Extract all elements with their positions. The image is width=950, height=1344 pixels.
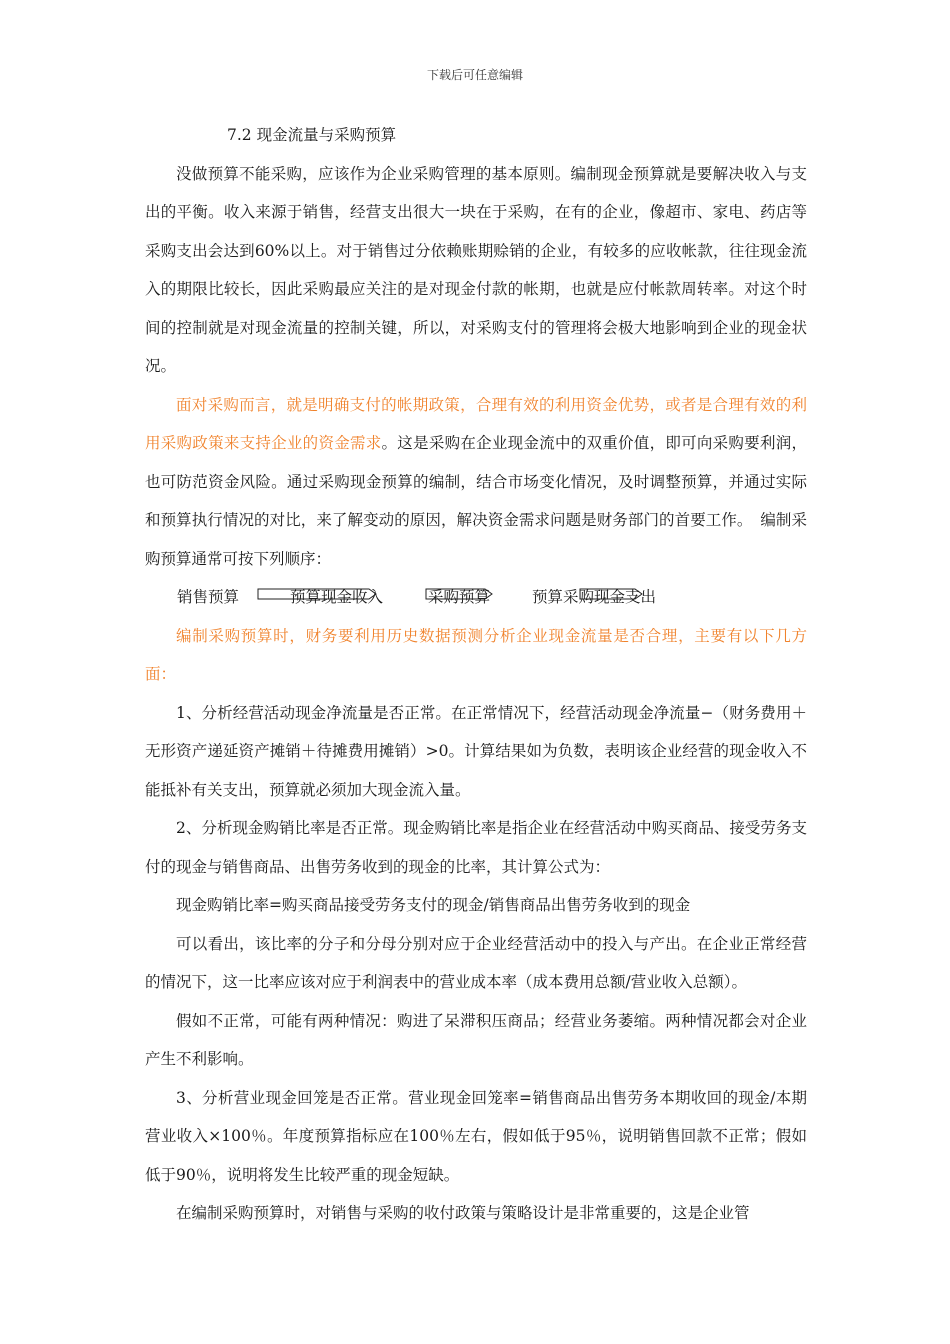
flow-step-purchase-budget: 采购预算 bbox=[428, 588, 491, 606]
paragraph-abnormal-cases: 假如不正常，可能有两种情况：购进了呆滞积压商品；经营业务萎缩。两种情况都会对企业产生不利影响。 bbox=[145, 1011, 807, 1068]
flow-arrow-1 bbox=[258, 589, 376, 599]
paragraph-analysis-intro: 编制采购预算时，财务要利用历史数据预测分析企业现金流量是否合理，主要有以下几方面： bbox=[145, 626, 807, 683]
flow-step-cash-income: 预算现金收入 bbox=[290, 588, 384, 606]
page-header: 下载后可任意编辑 bbox=[426, 68, 523, 82]
paragraph-ratio-meaning: 可以看出，该比率的分子和分母分别对应于企业经营活动中的投入与产出。在企业正常经营的情况下，这一比率应该对应于利润表中的营业成本率（成本费用总额/营业收入总额）。 bbox=[145, 934, 807, 991]
document-body bbox=[145, 116, 807, 1233]
highlight-funding-policy: 或者是合理有效的利用采购政策来支持企业的资金需求 bbox=[145, 395, 807, 452]
flow-arrow-2 bbox=[426, 589, 492, 599]
flow-arrow-3 bbox=[580, 589, 642, 599]
paragraph-policy-design: 在编制采购预算时，对销售与采购的收付政策与策略设计是非常重要的，这是企业管 bbox=[176, 1204, 750, 1222]
paragraph-operating-cash-flow: 1、分析经营活动现金净流量是否正常。在正常情况下，经营活动现金净流量−（财务费用＋无形资产递延资产摊销＋待摊费用摊销）>0。计算结果如为负数，表明该企业经营的现金收入不能抵补有关支出，预算就必须加大现金流入量。 bbox=[145, 703, 807, 799]
budget-flow-diagram bbox=[145, 578, 807, 617]
paragraph-purchase-payment bbox=[145, 386, 807, 579]
highlight-payment-policy: 面对采购而言，就是明确支付的帐期政策，合理有效的利用资金优势， bbox=[176, 395, 666, 414]
paragraph-cash-ratio: 2、分析现金购销比率是否正常。现金购销比率是指企业在经营活动中购买商品、接受劳务支付的现金与销售商品、出售劳务收到的现金的比率，其计算公式为： bbox=[145, 819, 807, 876]
flow-arrows bbox=[145, 578, 807, 616]
flow-step-purchase-cash-out: 预算采购现金支出 bbox=[532, 588, 657, 606]
paragraph-cash-recovery: 3、分析营业现金回笼是否正常。营业现金回笼率=销售商品出售劳务本期收回的现金/本期营业收入×100％。年度预算指标应在100％左右，假如低于95％，说明销售回款不正常；假如低于90％，说明将发生比较严重的现金短缺。 bbox=[145, 1088, 807, 1184]
formula-cash-ratio: 现金购销比率=购买商品接受劳务支付的现金/销售商品出售劳务收到的现金 bbox=[176, 896, 691, 914]
paragraph-budget-principle: 没做预算不能采购，应该作为企业采购管理的基本原则。编制现金预算就是要解决收入与支出的平衡。收入来源于销售，经营支出很大一块在于采购，在有的企业，像超市、家电、药店等采购支出会达到60%以上。对于销售过分依赖账期赊销的企业，有较多的应收帐款，往往现金流入的期限比较长，因此采购最应关注的是对现金付款的帐期，也就是应付帐款周转率。对这个时间的控制就是对现金流量的控制关键，所以，对采购支付的管理将会极大地影响到企业的现金状况。 bbox=[145, 164, 807, 375]
section-title: 7.2 现金流量与采购预算 bbox=[227, 126, 397, 144]
flow-step-sales-budget: 销售预算 bbox=[177, 588, 240, 606]
paragraph-purchase-payment-rest: 。这是采购在企业现金流中的双重价值，即可向采购要利润，也可防范资金风险。通过采购现金预算的编制，结合市场变化情况，及时调整预算，并通过实际和预算执行情况的对比，来了解变动的原因，解决资金需求问题是财务部门的首要工作。 编制采购预算通常可按下列顺序： bbox=[145, 434, 807, 568]
